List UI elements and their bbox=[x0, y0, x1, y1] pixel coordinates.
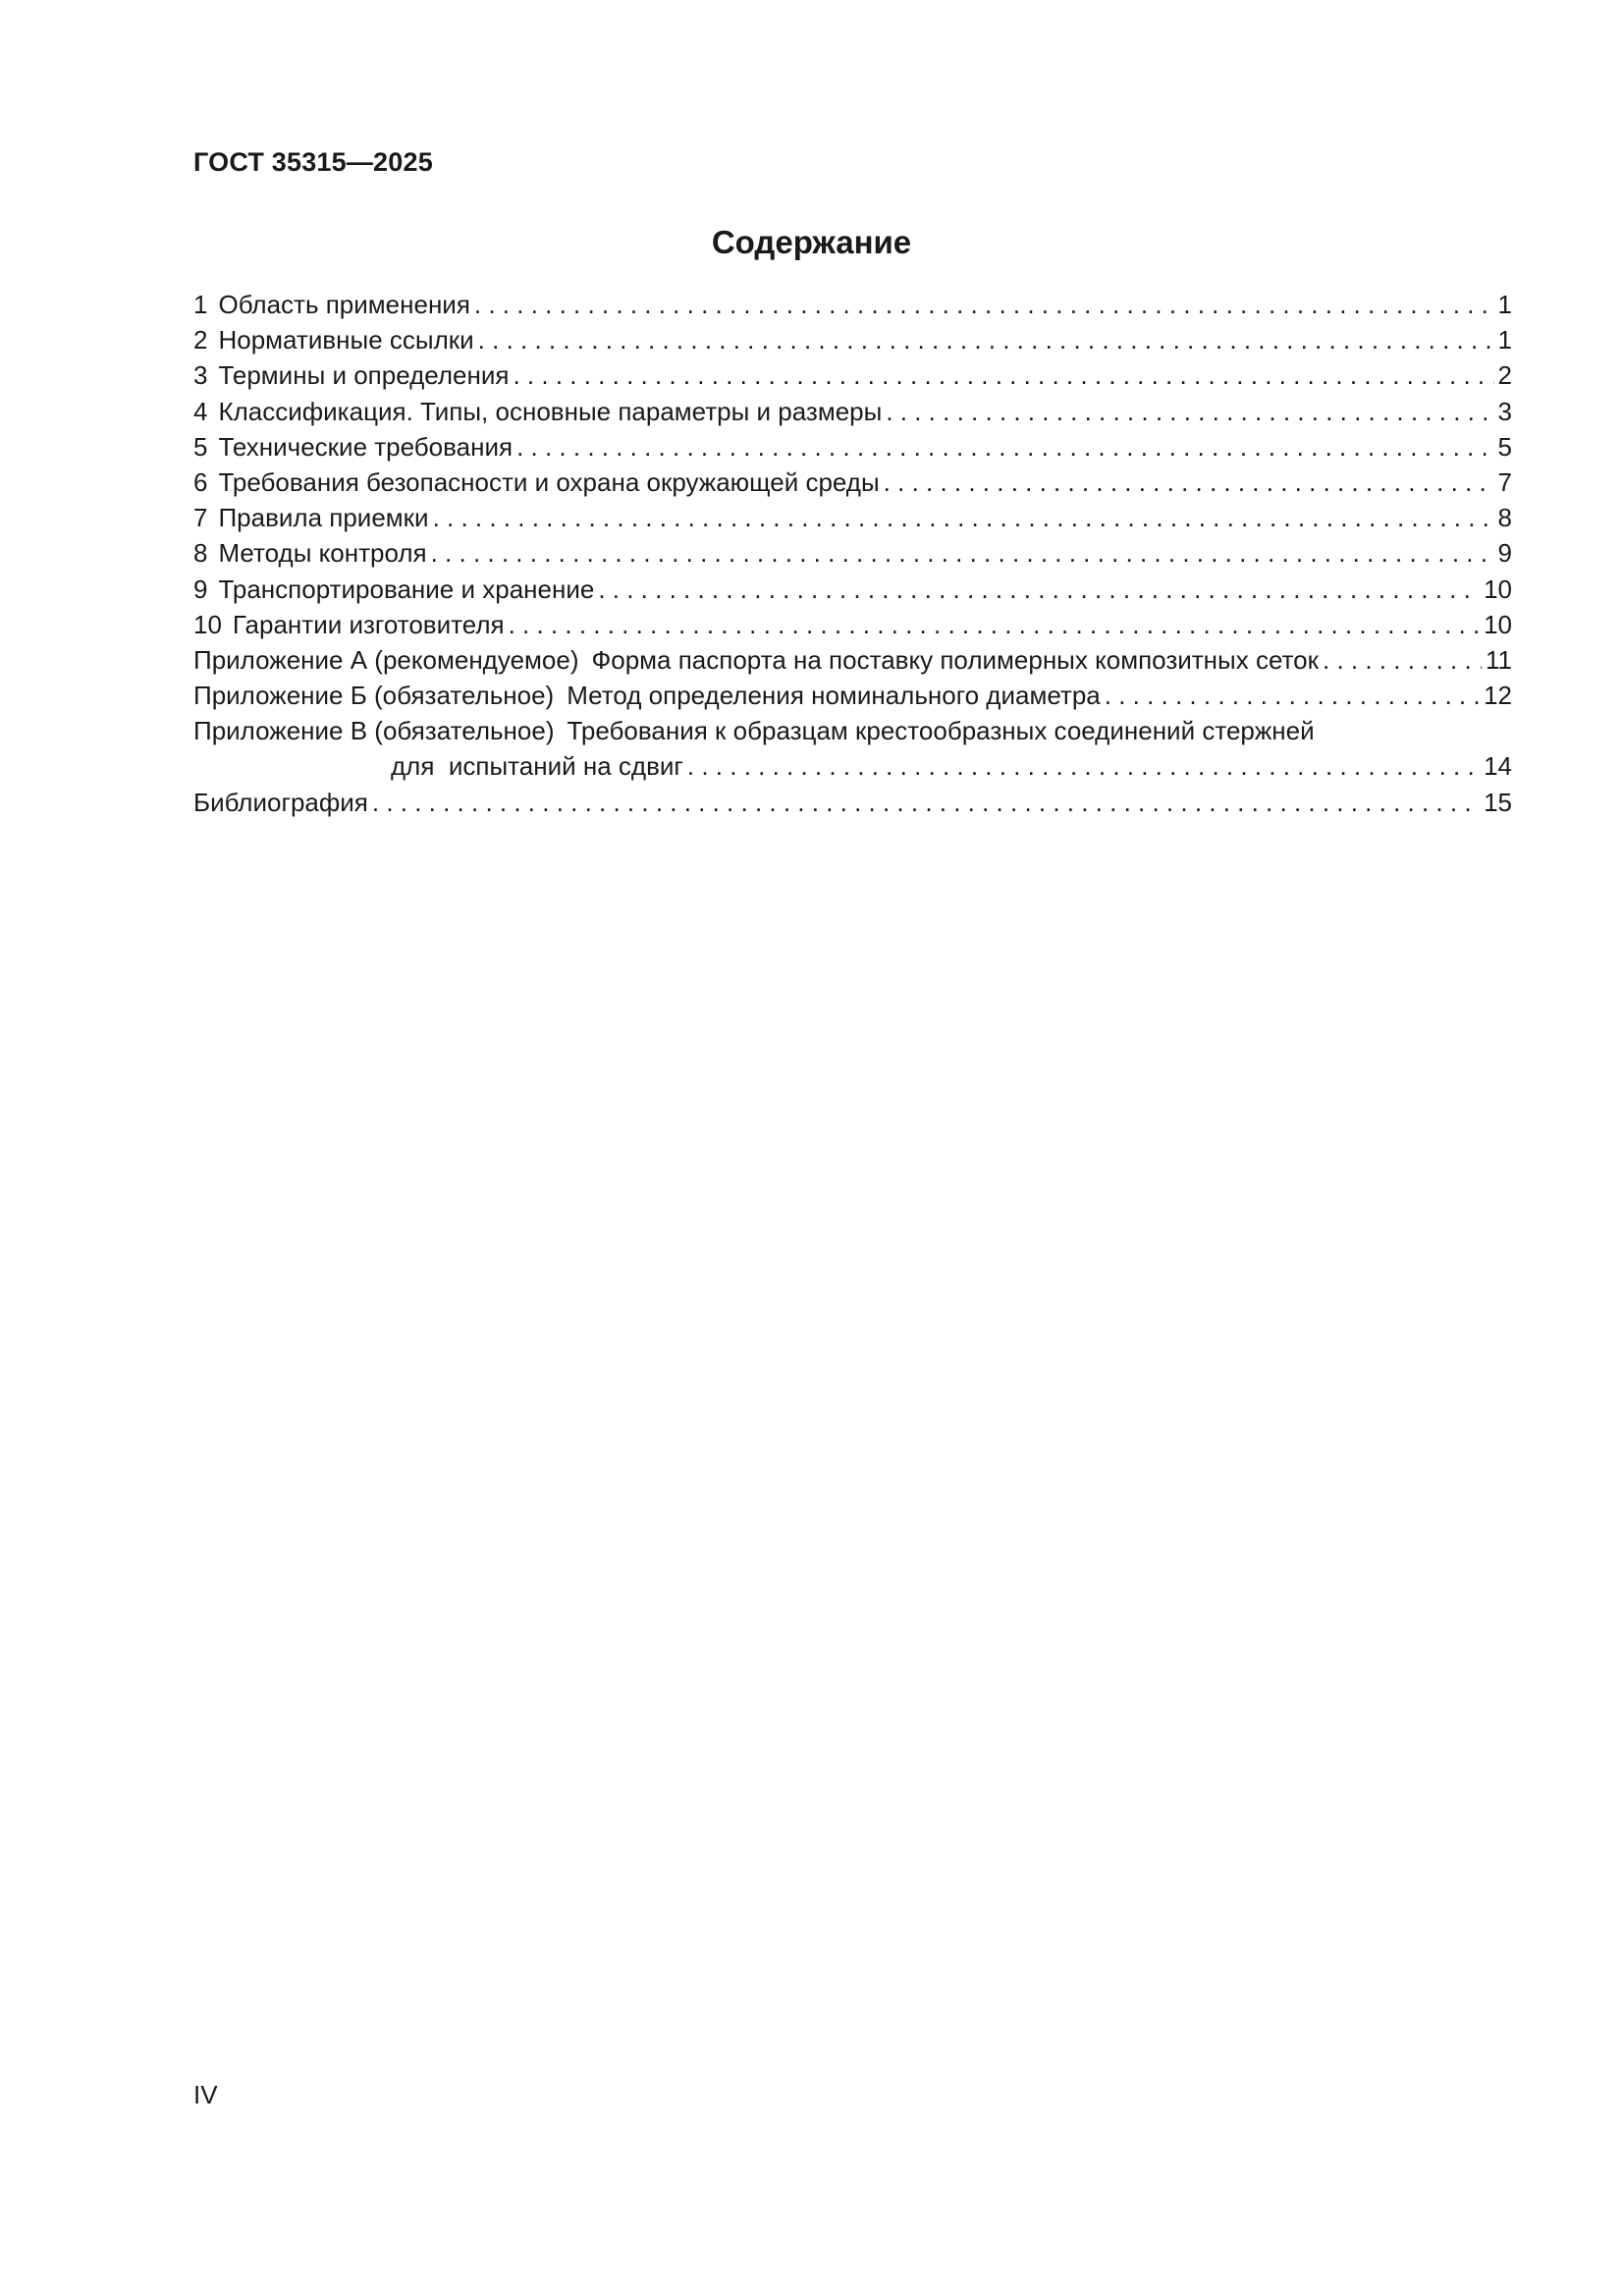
toc-entry-page: 7 bbox=[1497, 466, 1512, 497]
dot-leader bbox=[886, 394, 1493, 429]
toc-entry-title: Классификация. Типы, основные параметры и размеры bbox=[218, 396, 883, 426]
page-number: IV bbox=[193, 2080, 218, 2109]
toc-entry-number: 8 bbox=[193, 538, 208, 569]
toc-entry-title: Требования безопасности и охрана окружающей среды bbox=[218, 466, 880, 497]
toc-annex-v[interactable] bbox=[193, 713, 1512, 748]
toc-entry-title: Технические требования bbox=[218, 431, 514, 462]
annex-title: Метод определения номинального диаметра bbox=[567, 681, 1101, 711]
toc-entry-4[interactable] bbox=[193, 394, 1512, 429]
toc-entry-8[interactable] bbox=[193, 535, 1512, 571]
toc-entry-title: Правила приемки bbox=[218, 503, 429, 533]
toc-entry-title: Область применения bbox=[218, 290, 470, 319]
toc-entry-number: 2 bbox=[193, 325, 208, 355]
toc-entry-6[interactable] bbox=[193, 465, 1512, 500]
dot-leader bbox=[513, 357, 1493, 393]
dot-leader bbox=[372, 785, 1480, 820]
toc-entry-title: Транспортирование и хранение bbox=[218, 574, 595, 604]
toc-entry-3[interactable] bbox=[193, 357, 1512, 393]
toc-entry-page: 5 bbox=[1497, 431, 1512, 462]
toc-annex-b[interactable] bbox=[193, 678, 1512, 713]
dot-leader bbox=[478, 322, 1494, 357]
toc-entry-title: Методы контроля bbox=[218, 538, 427, 569]
toc-entry-7[interactable] bbox=[193, 500, 1512, 535]
toc-bibliography[interactable] bbox=[193, 785, 1512, 820]
dot-leader bbox=[516, 429, 1493, 465]
toc-entry-title: Гарантии изготовителя bbox=[232, 609, 505, 639]
toc-entry-number: 1 bbox=[193, 290, 208, 319]
table-of-contents bbox=[193, 287, 1512, 820]
toc-entry-1[interactable] bbox=[193, 287, 1512, 322]
toc-entry-number: 5 bbox=[193, 431, 208, 462]
dot-leader bbox=[1105, 678, 1480, 713]
annex-title: Требования к образцам крестообразных соединений стержней bbox=[567, 716, 1315, 746]
dot-leader bbox=[431, 535, 1494, 571]
dot-leader bbox=[433, 500, 1494, 535]
annex-title-continuation: для испытаний на сдвиг bbox=[391, 751, 683, 782]
bibliography-title: Библиография bbox=[193, 787, 368, 817]
toc-entry-page: 1 bbox=[1497, 325, 1512, 355]
toc-entry-number: 7 bbox=[193, 503, 208, 533]
toc-entry-page: 2 bbox=[1497, 360, 1512, 391]
toc-entry-5[interactable] bbox=[193, 429, 1512, 465]
toc-entry-page: 1 bbox=[1497, 290, 1512, 319]
toc-annex-a[interactable] bbox=[193, 642, 1512, 678]
toc-entry-number: 6 bbox=[193, 466, 208, 497]
toc-title: Содержание bbox=[711, 224, 912, 260]
document-id: ГОСТ 35315—2025 bbox=[193, 147, 433, 177]
toc-entry-page: 15 bbox=[1484, 787, 1512, 817]
dot-leader bbox=[474, 287, 1494, 322]
toc-entry-page: 3 bbox=[1497, 396, 1512, 426]
dot-leader bbox=[598, 572, 1480, 607]
dot-leader bbox=[509, 607, 1481, 642]
toc-entry-page: 14 bbox=[1484, 751, 1512, 782]
dot-leader bbox=[884, 465, 1494, 500]
dot-leader bbox=[1323, 642, 1482, 678]
annex-label: Приложение А (рекомендуемое) bbox=[193, 644, 579, 675]
toc-entry-number: 10 bbox=[193, 609, 222, 639]
toc-entry-title: Термины и определения bbox=[218, 360, 510, 391]
toc-annex-v-continuation[interactable] bbox=[193, 748, 1512, 784]
toc-entry-page: 10 bbox=[1484, 609, 1512, 639]
toc-entry-number: 4 bbox=[193, 396, 208, 426]
toc-entry-page: 11 bbox=[1486, 644, 1512, 675]
toc-entry-10[interactable] bbox=[193, 607, 1512, 642]
annex-title: Форма паспорта на поставку полимерных композитных сеток bbox=[591, 644, 1320, 675]
annex-label: Приложение Б (обязательное) bbox=[193, 681, 555, 711]
toc-entry-page: 9 bbox=[1497, 538, 1512, 569]
toc-entry-2[interactable] bbox=[193, 322, 1512, 357]
toc-entry-number: 3 bbox=[193, 360, 208, 391]
toc-entry-page: 10 bbox=[1484, 574, 1512, 604]
toc-entry-page: 8 bbox=[1497, 503, 1512, 533]
toc-entry-9[interactable] bbox=[193, 572, 1512, 607]
toc-entry-title: Нормативные ссылки bbox=[218, 325, 474, 355]
toc-entry-number: 9 bbox=[193, 574, 208, 604]
annex-label: Приложение В (обязательное) bbox=[193, 716, 555, 746]
toc-entry-page: 12 bbox=[1484, 681, 1512, 711]
dot-leader bbox=[687, 748, 1480, 784]
